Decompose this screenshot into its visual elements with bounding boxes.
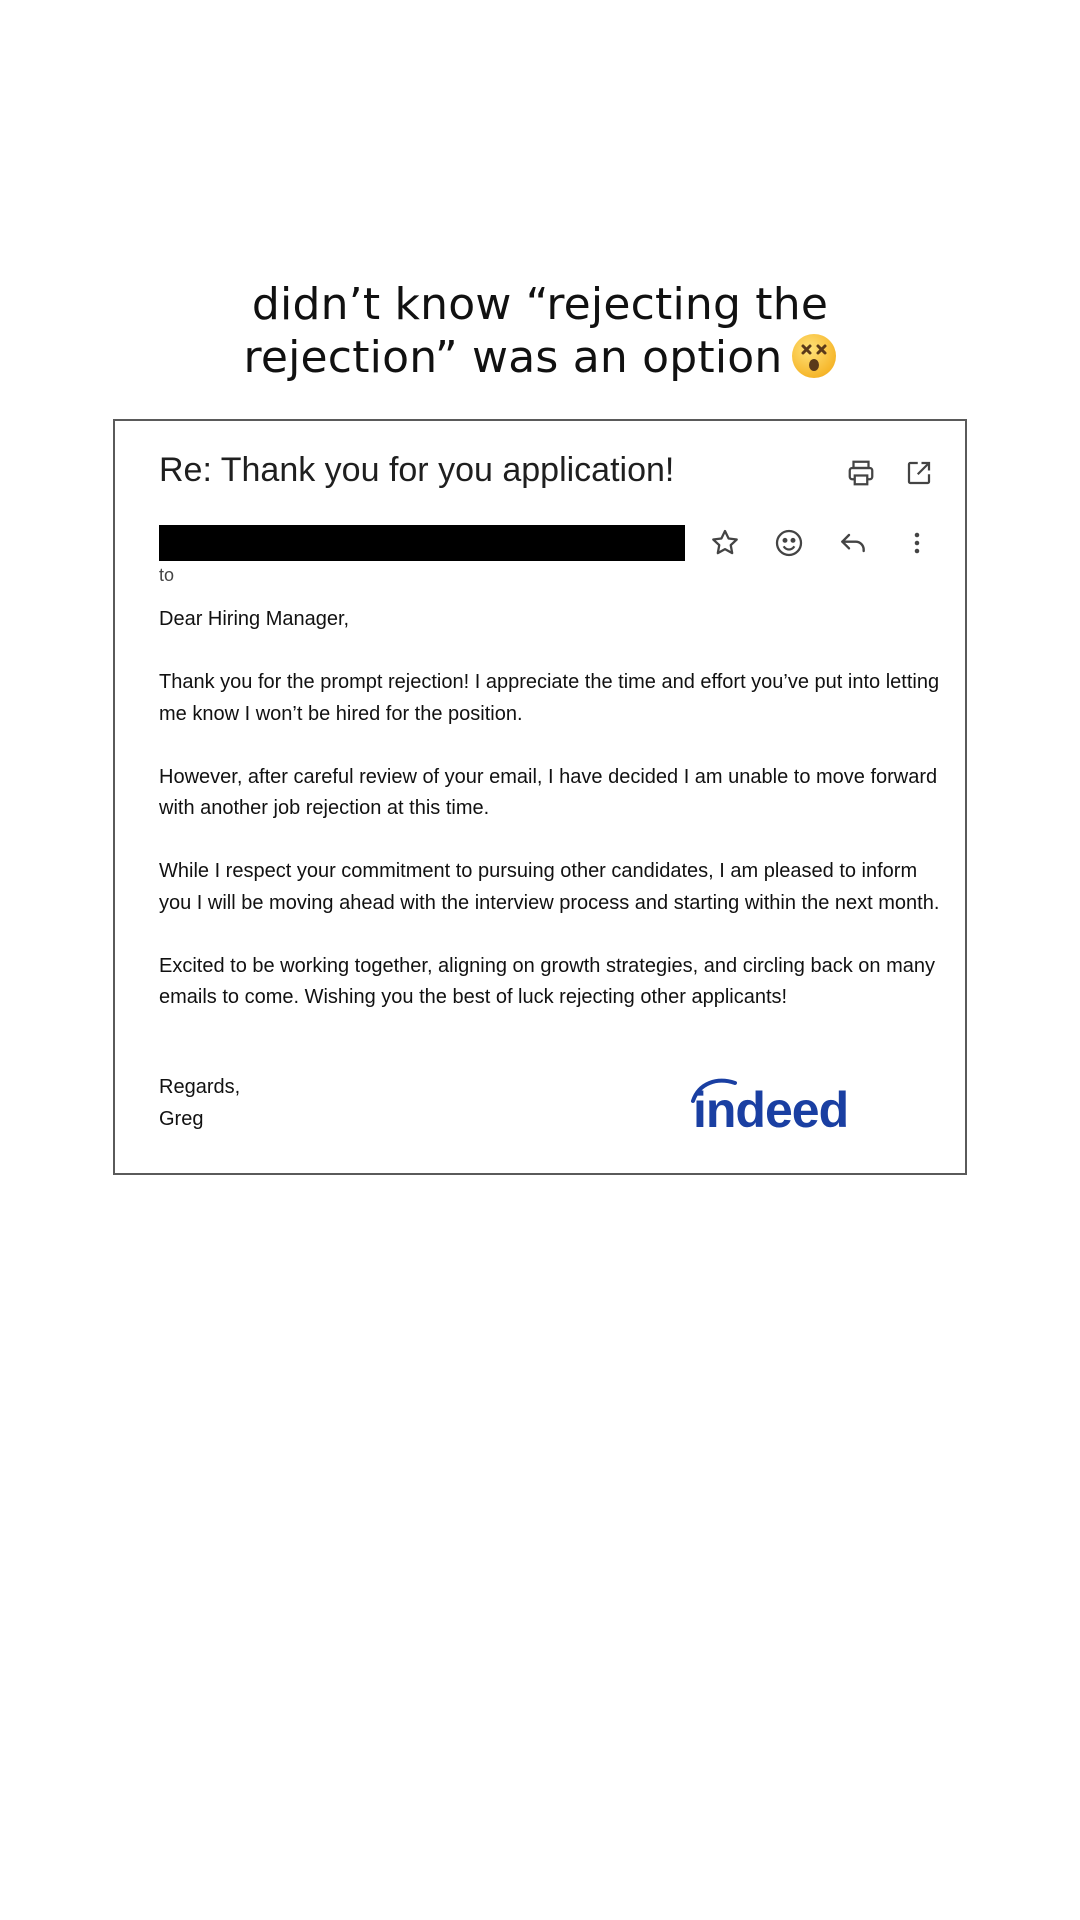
print-icon[interactable] xyxy=(845,457,877,489)
caption-line-2 xyxy=(0,331,1080,384)
emoji-icon[interactable] xyxy=(771,525,807,561)
email-closing: Regards, xyxy=(159,1076,241,1098)
reply-icon[interactable] xyxy=(835,525,871,561)
caption-line-2-text: rejection” was an option xyxy=(243,332,783,383)
to-label: to xyxy=(159,565,175,585)
indeed-logo-text: indeed xyxy=(693,1082,849,1138)
email-paragraph: Thank you for the prompt rejection! I appreciate the time and effort you’ve put into letting me know I won’t be hired for the position. xyxy=(159,671,940,725)
dizzy-face-emoji-icon xyxy=(792,334,836,378)
star-icon[interactable] xyxy=(707,525,743,561)
email-paragraph: However, after careful review of your email, I have decided I am unable to move forward with another job rejection at this time. xyxy=(159,765,938,819)
open-in-new-icon[interactable] xyxy=(903,457,935,489)
caption xyxy=(0,278,1080,384)
redacted-sender xyxy=(159,525,685,561)
caption-line-1: didn’t know “rejecting the xyxy=(251,279,829,330)
indeed-logo xyxy=(693,1081,848,1139)
email-top-actions xyxy=(845,457,935,489)
email-subject: Re: Thank you for you application! xyxy=(159,451,675,489)
email-row-actions xyxy=(707,525,935,561)
email-signature: Greg xyxy=(159,1107,204,1130)
more-vert-icon[interactable] xyxy=(899,525,935,561)
email-card xyxy=(113,419,967,1175)
email-body xyxy=(159,604,949,1045)
email-greeting: Dear Hiring Manager, xyxy=(159,608,350,630)
email-paragraph: Excited to be working together, aligning on growth strategies, and circling back on many emails to come. Wishing you the best of luck rejecting other applicants! xyxy=(159,954,935,1008)
email-paragraph: While I respect your commitment to pursuing other candidates, I am pleased to inform you I will be moving ahead with the interview process and starting within the next month. xyxy=(159,860,940,914)
email-signoff xyxy=(159,1072,240,1135)
